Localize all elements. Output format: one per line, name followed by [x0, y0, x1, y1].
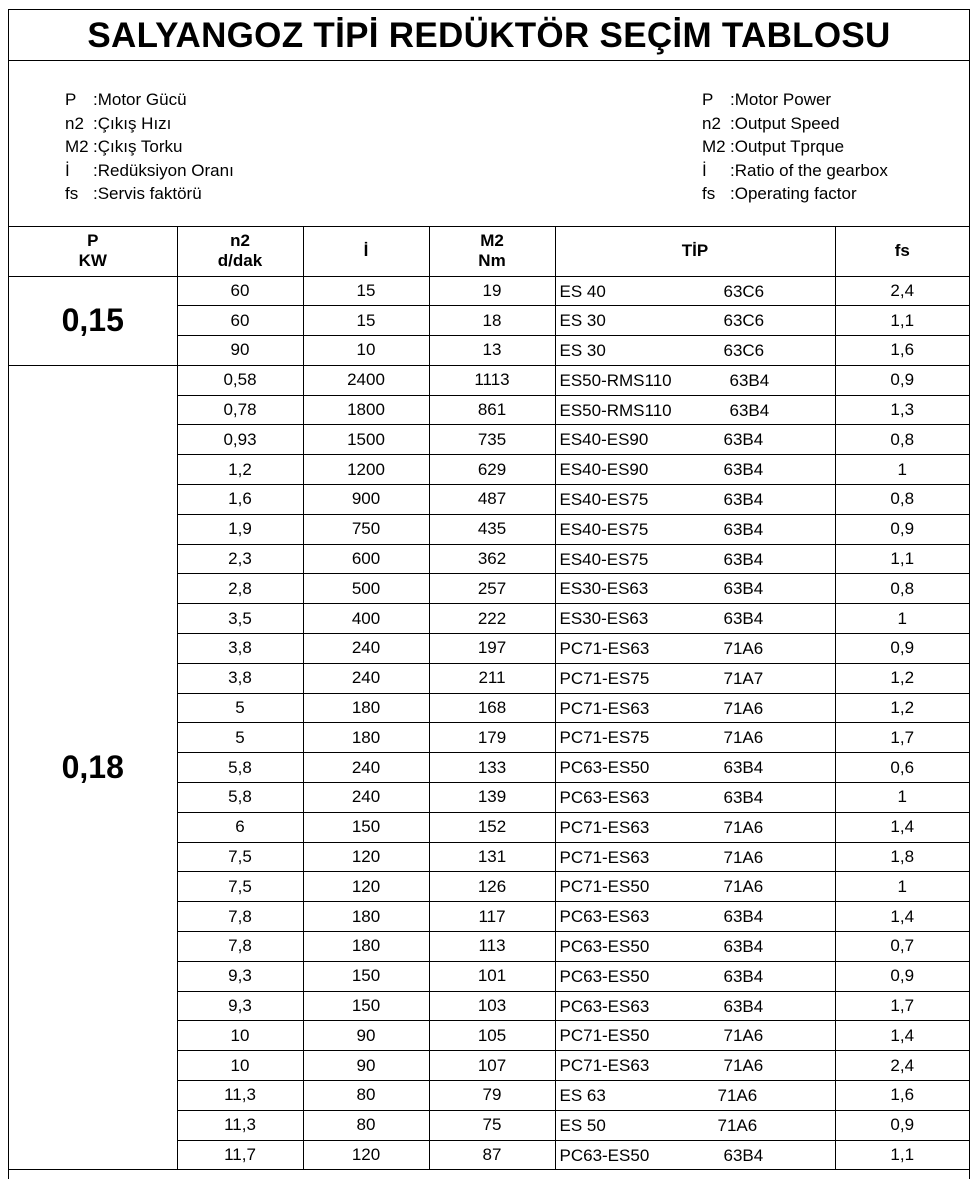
output-speed-cell: 60: [177, 306, 303, 336]
legend-text: :Motor Power: [730, 90, 832, 109]
ratio-cell: 500: [303, 574, 429, 604]
legend: [9, 61, 969, 227]
header-power-unit: KW: [78, 251, 107, 271]
gearbox-model: ES30-ES63: [559, 609, 649, 629]
motor-code: 63B4: [723, 788, 764, 808]
output-speed-cell: 5,8: [177, 753, 303, 783]
motor-code: 63B4: [723, 460, 764, 480]
motor-code: 63B4: [723, 609, 764, 629]
type-cell: [555, 306, 835, 336]
motor-code: 63B4: [723, 490, 764, 510]
service-factor-cell: 1,2: [835, 693, 969, 723]
service-factor-cell: 1: [835, 604, 969, 634]
service-factor-cell: 0,9: [835, 634, 969, 664]
output-speed-cell: 5: [177, 693, 303, 723]
ratio-cell: 90: [303, 1021, 429, 1051]
service-factor-cell: 1,8: [835, 842, 969, 872]
service-factor-cell: 1,1: [835, 1140, 969, 1170]
motor-code: 63B4: [723, 519, 764, 539]
motor-code: 63B4: [723, 758, 764, 778]
output-torque-cell: 735: [429, 425, 555, 455]
motor-code: 71A6: [723, 817, 764, 837]
gearbox-model: ES40-ES75: [559, 519, 649, 539]
ratio-cell: 180: [303, 932, 429, 962]
table-row: [9, 276, 969, 306]
output-torque-cell: 117: [429, 902, 555, 932]
type-cell: [555, 544, 835, 574]
legend-row: [65, 182, 234, 206]
ratio-cell: 90: [303, 1051, 429, 1081]
motor-code: 63B4: [723, 996, 764, 1016]
output-torque-cell: 629: [429, 455, 555, 485]
gearbox-model: PC71-ES50: [559, 877, 650, 897]
service-factor-cell: 0,9: [835, 1110, 969, 1140]
gearbox-model: PC71-ES63: [559, 1056, 650, 1076]
gearbox-model: PC63-ES50: [559, 1145, 650, 1165]
type-cell: [555, 1140, 835, 1170]
output-speed-cell: 11,7: [177, 1140, 303, 1170]
header-torque-symbol: M2: [480, 231, 504, 251]
ratio-cell: 240: [303, 753, 429, 783]
ratio-cell: 180: [303, 723, 429, 753]
table-row: [9, 365, 969, 395]
output-torque-cell: 861: [429, 395, 555, 425]
gearbox-model: ES 30: [559, 311, 606, 331]
output-torque-cell: 222: [429, 604, 555, 634]
ratio-cell: 1800: [303, 395, 429, 425]
table-body: [9, 276, 969, 1170]
legend-row: [65, 159, 234, 183]
output-speed-cell: 11,3: [177, 1110, 303, 1140]
gearbox-model: PC71-ES75: [559, 728, 650, 748]
service-factor-cell: 1: [835, 872, 969, 902]
motor-code: 71A6: [723, 1026, 764, 1046]
service-factor-cell: 0,9: [835, 961, 969, 991]
motor-code: 71A6: [723, 639, 764, 659]
legend-symbol: M2: [702, 137, 726, 157]
ratio-cell: 120: [303, 1140, 429, 1170]
gearbox-model: PC63-ES50: [559, 758, 650, 778]
service-factor-cell: 2,4: [835, 276, 969, 306]
motor-code: 63B4: [729, 400, 770, 420]
service-factor-cell: 1,6: [835, 336, 969, 366]
type-cell: [555, 872, 835, 902]
output-speed-cell: 1,6: [177, 485, 303, 515]
legend-text: :Output Speed: [730, 113, 840, 133]
ratio-cell: 120: [303, 872, 429, 902]
service-factor-cell: 0,7: [835, 932, 969, 962]
output-torque-cell: 1113: [429, 365, 555, 395]
ratio-cell: 240: [303, 783, 429, 813]
legend-turkish: [65, 88, 234, 206]
service-factor-cell: 0,8: [835, 574, 969, 604]
motor-code: 63B4: [723, 579, 764, 599]
service-factor-cell: 1,7: [835, 723, 969, 753]
service-factor-cell: 1,2: [835, 663, 969, 693]
ratio-cell: 240: [303, 634, 429, 664]
output-speed-cell: 3,5: [177, 604, 303, 634]
gearbox-model: ES50-RMS110: [559, 400, 672, 420]
ratio-cell: 150: [303, 991, 429, 1021]
ratio-cell: 120: [303, 842, 429, 872]
header-type: TİP: [555, 227, 835, 276]
type-cell: [555, 574, 835, 604]
type-cell: [555, 425, 835, 455]
type-cell: [555, 663, 835, 693]
service-factor-cell: 1: [835, 455, 969, 485]
output-speed-cell: 60: [177, 276, 303, 306]
table-header-row: [9, 227, 969, 276]
output-speed-cell: 90: [177, 336, 303, 366]
type-cell: [555, 902, 835, 932]
ratio-cell: 600: [303, 544, 429, 574]
gearbox-model: ES50-RMS110: [559, 370, 672, 390]
ratio-cell: 750: [303, 514, 429, 544]
legend-symbol: M2: [65, 137, 89, 157]
ratio-cell: 10: [303, 336, 429, 366]
gearbox-model: ES 40: [559, 281, 606, 301]
legend-text: :Çıkış Hızı: [93, 113, 172, 133]
motor-code: 63C6: [723, 281, 765, 301]
legend-symbol: P: [65, 90, 77, 109]
motor-code: 71A6: [717, 1115, 758, 1135]
legend-text: :Ratio of the gearbox: [730, 160, 888, 180]
output-torque-cell: 105: [429, 1021, 555, 1051]
ratio-cell: 180: [303, 693, 429, 723]
type-cell: [555, 1110, 835, 1140]
ratio-cell: 150: [303, 961, 429, 991]
service-factor-cell: 1,1: [835, 306, 969, 336]
output-speed-cell: 3,8: [177, 634, 303, 664]
gearbox-model: ES40-ES90: [559, 430, 649, 450]
output-torque-cell: 18: [429, 306, 555, 336]
output-speed-cell: 3,8: [177, 663, 303, 693]
ratio-cell: 180: [303, 902, 429, 932]
ratio-cell: 1200: [303, 455, 429, 485]
ratio-cell: 240: [303, 663, 429, 693]
output-torque-cell: 257: [429, 574, 555, 604]
ratio-cell: 80: [303, 1081, 429, 1111]
type-cell: [555, 336, 835, 366]
output-speed-cell: 2,3: [177, 544, 303, 574]
ratio-cell: 2400: [303, 365, 429, 395]
header-output-speed: [177, 227, 303, 276]
legend-row: [702, 159, 888, 183]
ratio-cell: 15: [303, 276, 429, 306]
output-torque-cell: 103: [429, 991, 555, 1021]
output-speed-cell: 11,3: [177, 1081, 303, 1111]
output-torque-cell: 87: [429, 1140, 555, 1170]
ratio-cell: 150: [303, 812, 429, 842]
motor-power-cell: 0,15: [9, 276, 177, 365]
service-factor-cell: 1,6: [835, 1081, 969, 1111]
motor-code: 71A6: [723, 877, 764, 897]
gearbox-model: ES 63: [559, 1086, 606, 1106]
output-torque-cell: 75: [429, 1110, 555, 1140]
page-title: SALYANGOZ TİPİ REDÜKTÖR SEÇİM TABLOSU: [9, 10, 969, 61]
gearbox-model: PC63-ES63: [559, 788, 650, 808]
output-speed-cell: 6: [177, 812, 303, 842]
legend-symbol: n2: [65, 113, 84, 133]
motor-code: 71A6: [717, 1086, 758, 1106]
output-torque-cell: 126: [429, 872, 555, 902]
output-torque-cell: 435: [429, 514, 555, 544]
type-cell: [555, 1051, 835, 1081]
type-cell: [555, 455, 835, 485]
gearbox-model: PC71-ES75: [559, 668, 650, 688]
output-speed-cell: 5: [177, 723, 303, 753]
gearbox-model: PC71-ES50: [559, 1026, 650, 1046]
type-cell: [555, 693, 835, 723]
service-factor-cell: 1,4: [835, 902, 969, 932]
gearbox-model: ES 30: [559, 341, 606, 361]
gearbox-model: PC71-ES63: [559, 698, 650, 718]
motor-code: 71A6: [723, 1056, 764, 1076]
type-cell: [555, 395, 835, 425]
motor-code: 71A6: [723, 847, 764, 867]
output-torque-cell: 197: [429, 634, 555, 664]
motor-code: 63B4: [729, 370, 770, 390]
motor-code: 63B4: [723, 430, 764, 450]
legend-text: :Operating factor: [730, 184, 857, 204]
type-cell: [555, 485, 835, 515]
type-cell: [555, 604, 835, 634]
motor-code: 63B4: [723, 966, 764, 986]
motor-code: 71A6: [723, 728, 764, 748]
header-power: [9, 227, 177, 276]
header-output-torque: [429, 227, 555, 276]
ratio-cell: 1500: [303, 425, 429, 455]
type-cell: [555, 1021, 835, 1051]
output-speed-cell: 2,8: [177, 574, 303, 604]
header-power-symbol: P: [87, 231, 99, 251]
output-speed-cell: 1,2: [177, 455, 303, 485]
output-speed-cell: 5,8: [177, 783, 303, 813]
gearbox-model: PC63-ES50: [559, 966, 650, 986]
gearbox-model: PC71-ES63: [559, 847, 650, 867]
ratio-cell: 400: [303, 604, 429, 634]
motor-code: 63B4: [723, 907, 764, 927]
gearbox-model: ES40-ES90: [559, 460, 649, 480]
motor-code: 63B4: [723, 937, 764, 957]
service-factor-cell: 0,9: [835, 365, 969, 395]
output-speed-cell: 7,8: [177, 932, 303, 962]
gearbox-model: ES30-ES63: [559, 579, 649, 599]
legend-text: :Output Tprque: [730, 137, 845, 157]
header-speed-symbol: n2: [230, 231, 250, 251]
output-speed-cell: 10: [177, 1021, 303, 1051]
legend-row: [65, 112, 234, 136]
output-torque-cell: 113: [429, 932, 555, 962]
service-factor-cell: 0,6: [835, 753, 969, 783]
output-speed-cell: 7,5: [177, 842, 303, 872]
output-torque-cell: 168: [429, 693, 555, 723]
output-torque-cell: 139: [429, 783, 555, 813]
legend-text: :Redüksiyon Oranı: [93, 160, 234, 180]
output-speed-cell: 1,9: [177, 514, 303, 544]
header-torque-unit: Nm: [478, 251, 506, 271]
service-factor-cell: 0,8: [835, 425, 969, 455]
selection-table: [9, 227, 969, 1170]
type-cell: [555, 634, 835, 664]
selection-table-sheet: [8, 9, 970, 1179]
service-factor-cell: 1,4: [835, 1021, 969, 1051]
output-torque-cell: 152: [429, 812, 555, 842]
legend-text: :Motor Gücü: [93, 90, 187, 109]
motor-code: 63B4: [723, 549, 764, 569]
type-cell: [555, 812, 835, 842]
service-factor-cell: 2,4: [835, 1051, 969, 1081]
header-service-factor: fs: [835, 227, 969, 276]
legend-row: [65, 88, 234, 112]
motor-code: 71A6: [723, 698, 764, 718]
ratio-cell: 80: [303, 1110, 429, 1140]
output-torque-cell: 101: [429, 961, 555, 991]
output-torque-cell: 107: [429, 1051, 555, 1081]
type-cell: [555, 276, 835, 306]
type-cell: [555, 842, 835, 872]
ratio-cell: 900: [303, 485, 429, 515]
legend-english: [702, 88, 888, 206]
type-cell: [555, 1081, 835, 1111]
header-ratio: İ: [303, 227, 429, 276]
motor-code: 63B4: [723, 1145, 764, 1165]
output-torque-cell: 211: [429, 663, 555, 693]
output-speed-cell: 7,5: [177, 872, 303, 902]
gearbox-model: ES40-ES75: [559, 490, 649, 510]
output-speed-cell: 0,58: [177, 365, 303, 395]
type-cell: [555, 514, 835, 544]
legend-symbol: n2: [702, 113, 721, 133]
motor-code: 63C6: [723, 311, 765, 331]
output-speed-cell: 10: [177, 1051, 303, 1081]
legend-symbol: İ: [65, 160, 70, 180]
output-speed-cell: 0,78: [177, 395, 303, 425]
output-speed-cell: 0,93: [177, 425, 303, 455]
output-torque-cell: 487: [429, 485, 555, 515]
legend-symbol: fs: [65, 184, 79, 204]
ratio-cell: 15: [303, 306, 429, 336]
type-cell: [555, 723, 835, 753]
gearbox-model: PC71-ES63: [559, 639, 650, 659]
motor-power-cell: 0,18: [9, 365, 177, 1170]
legend-row: [702, 112, 888, 136]
service-factor-cell: 1: [835, 783, 969, 813]
gearbox-model: PC71-ES63: [559, 817, 650, 837]
gearbox-model: ES40-ES75: [559, 549, 649, 569]
output-torque-cell: 19: [429, 276, 555, 306]
service-factor-cell: 1,3: [835, 395, 969, 425]
output-torque-cell: 362: [429, 544, 555, 574]
motor-code: 63C6: [723, 341, 765, 361]
output-torque-cell: 79: [429, 1081, 555, 1111]
service-factor-cell: 0,9: [835, 514, 969, 544]
output-torque-cell: 179: [429, 723, 555, 753]
type-cell: [555, 961, 835, 991]
output-torque-cell: 133: [429, 753, 555, 783]
output-speed-cell: 7,8: [177, 902, 303, 932]
type-cell: [555, 932, 835, 962]
output-torque-cell: 131: [429, 842, 555, 872]
gearbox-model: ES 50: [559, 1115, 606, 1135]
service-factor-cell: 1,1: [835, 544, 969, 574]
motor-code: 71A7: [723, 668, 764, 688]
output-speed-cell: 9,3: [177, 991, 303, 1021]
gearbox-model: PC63-ES63: [559, 996, 650, 1016]
service-factor-cell: 1,7: [835, 991, 969, 1021]
type-cell: [555, 783, 835, 813]
legend-symbol: P: [702, 90, 714, 109]
type-cell: [555, 991, 835, 1021]
legend-row: [702, 88, 888, 112]
legend-row: [65, 135, 234, 159]
header-speed-unit: d/dak: [217, 251, 263, 271]
gearbox-model: PC63-ES63: [559, 907, 650, 927]
legend-text: :Servis faktörü: [93, 184, 202, 204]
legend-row: [702, 182, 888, 206]
legend-symbol: İ: [702, 160, 707, 180]
output-torque-cell: 13: [429, 336, 555, 366]
legend-symbol: fs: [702, 184, 716, 204]
output-speed-cell: 9,3: [177, 961, 303, 991]
legend-text: :Çıkış Torku: [93, 137, 183, 157]
legend-row: [702, 135, 888, 159]
gearbox-model: PC63-ES50: [559, 937, 650, 957]
service-factor-cell: 1,4: [835, 812, 969, 842]
type-cell: [555, 753, 835, 783]
service-factor-cell: 0,8: [835, 485, 969, 515]
type-cell: [555, 365, 835, 395]
